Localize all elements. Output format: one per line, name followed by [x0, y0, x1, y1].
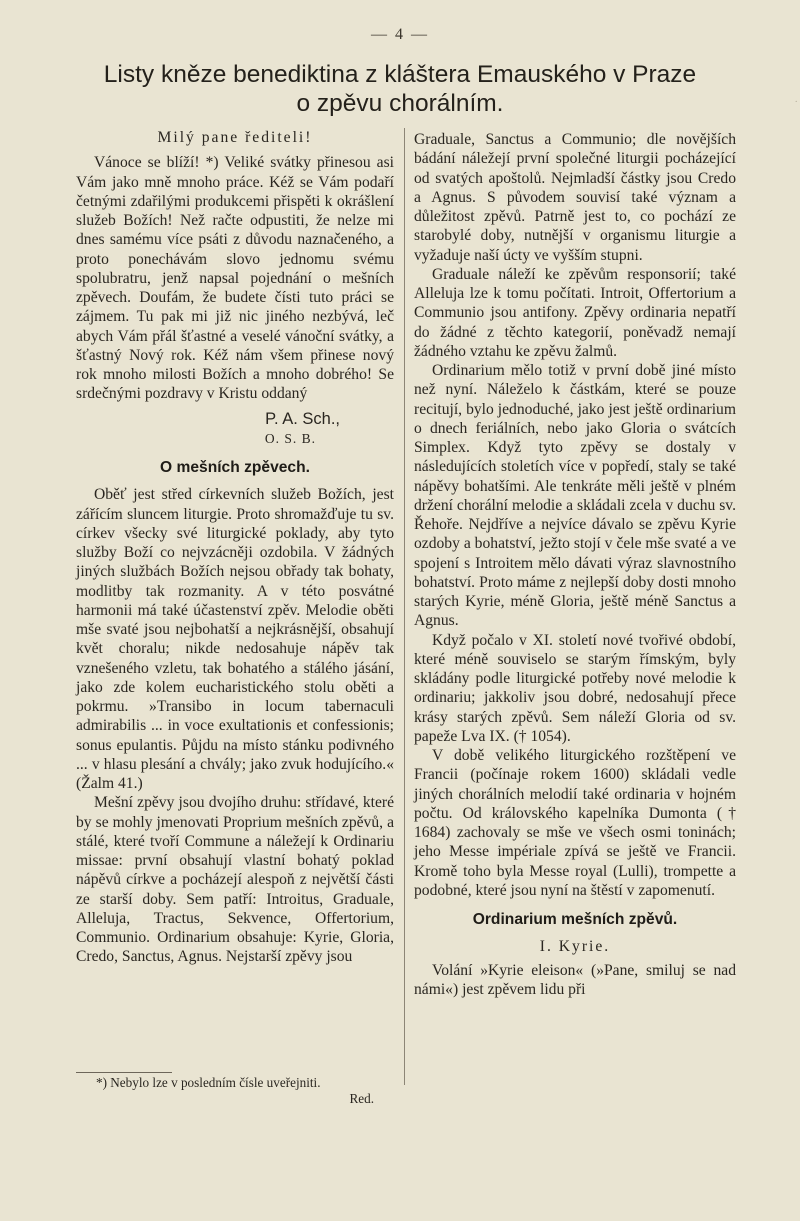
- letter-signature-name: P. A. Sch.,: [265, 409, 340, 428]
- paragraph-continued: Graduale, Sanctus a Communio; dle novějších bádání náležejí první společné liturgii pocházející od svatých apoštolů. Nejmladší částky jsou Credo a Agnus. S původem souvisí také význam a důležitost zpěvů. Patrně jest to, co pochází ze starobylé doby, nutnější v organismu liturgie a vyžaduje naší úcty ve vyšším stupni.: [414, 131, 736, 264]
- paragraph: Volání »Kyrie eleison« (»Pane, smiluj se nad námi«) jest zpěvem lidu při: [414, 961, 736, 998]
- page-number: — 4 —: [371, 26, 429, 43]
- margin-mark: ·: [794, 96, 798, 108]
- column-divider: [404, 128, 405, 1085]
- subheading-kyrie: I. Kyrie.: [539, 938, 611, 956]
- paragraph: Když počalo v XI. století nové tvořivé období, které méně souviselo se starým římským, byly skládány podle liturgické potřeby nové melodie k ordinariu; jakkoliv jsou dobré, nedosahují přece krásy starých zpěvů. Sem náleží Gloria od sv. papeže Lva IX. († 1054).: [414, 631, 736, 745]
- section-heading-ordinarium: Ordinarium mešních zpěvů.: [472, 911, 678, 928]
- footnote-editor: Red.: [349, 1091, 374, 1106]
- title-line-1: Listy kněze benediktina z kláštera Emauského v Praze: [103, 61, 697, 88]
- section-heading-mesni-zpevy: O mešních zpěvech.: [160, 459, 310, 476]
- title-line-2: o zpěvu chorálním.: [296, 90, 504, 117]
- letter-body: Vánoce se blíží! *) Veliké svátky přinesou asi Vám jako mně mnoho práce. Kéž se Vám podaří četnými zdařilými produkcemi přispěti k okrášlení služeb Božích! Než račte odpustiti, že nelze mi dnes samému více psáti z důvodu naznačeného, a proto ponechávám slovo jednomu svému spolubratru, jenž napsal pojednání o mešních zpěvech. Doufám, že budete čísti tuto práci se zájmem. Tu pak mi již nic jiného nezbývá, leč abych Vám přál šťastné a veselé vánoční svátky, a šťastný Nový rok. Kéž nám všem přinese nový rok mnoho milosti Božích a mnoho dobrého! Se srdečnými pozdravy v Kristu oddaný: [76, 154, 394, 403]
- paragraph: Mešní zpěvy jsou dvojího druhu: střídavé, které by se mohly jmenovati Proprium mešních zpěvů, a stálé, které tvoří Commune a náležejí k Ordinariu missae: první obsahují vlastní bohatý poklad nápěvů církve a pocházejí alespoň z největší části ze starší doby. Sem patří: Introitus, Graduale, Alleluja, Tractus, Sekvence, Offertorium, Communio. Ordinarium obsahuje: Kyrie, Gloria, Credo, Sanctus, Agnus. Nejstarší zpěvy jsou: [76, 794, 394, 966]
- right-column: [414, 130, 736, 999]
- paragraph: Oběť jest střed církevních služeb Božích, jest zářícím sluncem liturgie. Proto shromažďuje tu sv. církev všecky své liturgické poklady, aby tyto služby Boží co nejvzácněji ozdobila. V žádných jiných službách Božích nejsou obřady tak bohaty, modlitby tak rozmanity. A v této posvátné harmonii má také účastenství zpěv. Melodie oběti mše svaté jsou nejbohatší a nejkrásnější, obsahují květ choralu; nikde nedosahuje nápěv tak vznešeného vzletu, tak bohatého a stálého jásání, jako zde kolem eucharistického stolu oběti a pokrmu. »Transibo in locum tabernaculi admirabilis ... in voce exultationis et confessionis; sonus epulantis. Půjdu na místo stánku podivného ... v hlasu plesání a chvály; jako zvuk hodujícího.« (Žalm 41.): [76, 486, 394, 792]
- paragraph: V době velikého liturgického rozštěpení ve Francii (počínaje rokem 1600) skládali vedle jiných chorálních melodií také ordinaria v hojném počtu. Od královského kapelníka Dumonta († 1684) zachovaly se mše ve všech osmi toninách; jeho Messe impériale zpívá se ještě ve Francii. Kromě toho byla Messe royal (Lulli), trompette a podobné, které jsou nyní na štěstí v zapomenutí.: [414, 747, 736, 899]
- letter-salutation: Milý pane řediteli!: [157, 129, 313, 146]
- footnote-rule: [76, 1072, 172, 1073]
- paragraph: Graduale náleží ke zpěvům responsorií; také Alleluja lze k tomu počítati. Introit, Offertorium a Communio jsou antifony. Zpěvy ordinaria nepatří do žádné z těchto kategorií, poněvadž nemají žádného vztahu ke zpěvu žalmů.: [414, 265, 736, 360]
- left-column: [76, 128, 394, 967]
- footnote-text: *) Nebylo lze v posledním čísle uveřejniti.: [96, 1075, 321, 1090]
- paragraph: Ordinarium mělo totiž v první době jiné místo než nyní. Náleželo k částkám, které se pouze recitují, bylo jednoduché, jako jest ještě ordinarium o dnech feriálních, nebo jako Gloria o svátcích Simplex. Když tyto zpěvy se dostaly v následujících stoletích více v popředí, staly se také nápěvy bohatšími. Ale tenkráte měli ještě v plném držení chorální melodie a skládali zcela v duchu sv. Řehoře. Nejdříve a nejvíce dávalo se zpěvu Kyrie ozdoby a bohatství, ježto stojí v čele mše svaté a ve spojení s Introitem mělo dávati výraz slavnostního bohatství. Proto máme z nejlepší doby dosti mnoho starých Kyrie, méně Gloria, ještě méně Sanctus a Agnus.: [414, 362, 736, 630]
- letter-signature-order: O. S. B.: [264, 430, 316, 446]
- footnote: [96, 1075, 396, 1107]
- article-title: [40, 60, 760, 118]
